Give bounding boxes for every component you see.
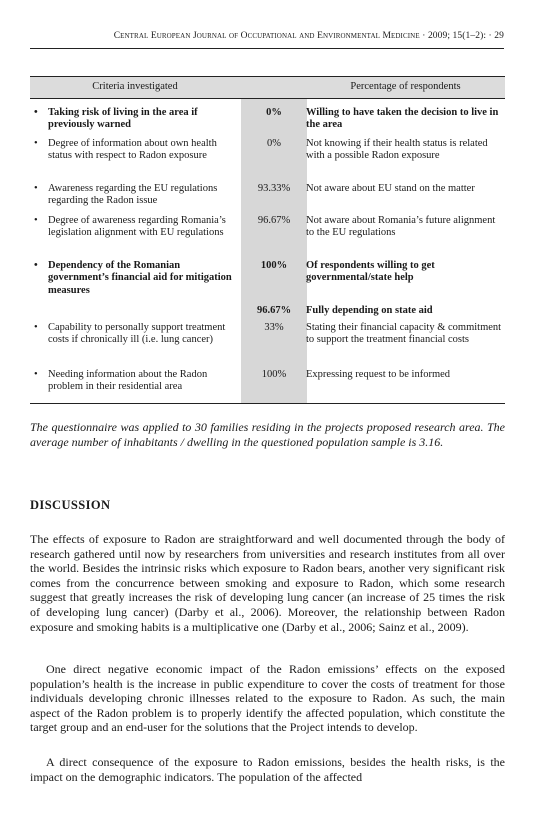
section-heading: DISCUSSION — [30, 498, 111, 512]
running-header — [30, 31, 504, 45]
criteria-cell: • Degree of awareness regarding Romania’s legislation alignment with EU regulations — [34, 215, 226, 239]
response-cell: Willing to have taken the decision to live in the area — [306, 107, 499, 131]
response-cell: Not aware about EU stand on the matter — [306, 183, 475, 194]
value-cell: 0% — [267, 138, 281, 149]
criteria-cell: • Awareness regarding the EU regulations regarding the Radon issue — [34, 183, 218, 207]
value-cell: 0% — [266, 107, 282, 118]
paragraph: One direct negative economic impact of the Radon emissions’ effects on the exposed population’s health is the increase in public expenditure to cover the costs of treatment for those individuals developing chronic illnesses related to the exposure to Radon. As such, the main aspect of the Radon problem is to properly identify the affected population, which constitute the target group and an end-user for the solutions that the Project intends to develop. — [30, 662, 505, 735]
header-criteria: Criteria investigated — [92, 81, 178, 92]
journal-name: Central European Journal of Occupational and Environmental Medicine — [113, 31, 420, 41]
paragraph: A direct consequence of the exposure to Radon emissions, besides the health risks, is the impact on the demographic indicators. The population of the affected — [30, 755, 505, 784]
criteria-cell: • Needing information about the Radon problem in their residential area — [34, 369, 208, 393]
table-body — [30, 99, 505, 404]
value-cell: 100% — [261, 369, 287, 380]
criteria-cell: • Taking risk of living in the area if previously warned — [34, 107, 198, 131]
bullet-icon: • — [34, 215, 38, 226]
value-cell: 93.33% — [257, 183, 291, 194]
survey-table — [30, 76, 505, 404]
response-cell: Fully depending on state aid — [306, 305, 433, 316]
citation: · 2009; 15(1–2): · 29 — [422, 31, 504, 41]
bullet-icon: • — [34, 369, 38, 380]
response-cell: Of respondents willing to get governmental/state help — [306, 260, 435, 284]
bullet-icon: • — [34, 138, 38, 149]
response-cell: Expressing request to be informed — [306, 369, 451, 380]
response-cell: Not knowing if their health status is related with a possible Radon exposure — [306, 138, 488, 162]
criteria-cell: • Degree of information about own health status with respect to Radon exposure — [34, 138, 217, 162]
value-cell: 100% — [260, 260, 288, 271]
bullet-icon: • — [34, 107, 38, 118]
response-cell: Not aware about Romania’s future alignment to the EU regulations — [306, 215, 496, 239]
criteria-cell: • Dependency of the Romanian government’s financial aid for mitigation measures — [34, 260, 232, 296]
value-cell: 33% — [264, 322, 284, 333]
paragraph: The effects of exposure to Radon are straightforward and well documented through the body of research gathered until now by researchers from universities and research institutes from all over the world. Besides the intrinsic risks which exposure to Radon bears, another very significant risk comes from the concurrence between smoking and exposure to Radon, which some research suggest that greatly increases the risk of developing lung cancer (an increase of 25 times the risk of developing lung cancer) (Darby et al., 2006). Moreover, the relationship between Radon exposure and smoking habits is a multiplicative one (Darby et al., 2006; Sainz et al., 2009). — [30, 532, 505, 634]
criteria-cell: • Capability to personally support treatment costs if chronically ill (i.e. lung cancer) — [34, 322, 226, 346]
table-note: The questionnaire was applied to 30 families residing in the projects proposed research area. The average number of inhabitants / dwelling in the questioned population sample is 3.16. — [30, 420, 505, 449]
value-cell: 96.67% — [256, 305, 292, 316]
table-header — [30, 76, 505, 99]
response-cell: Stating their financial capacity & commitment to support the treatment financial costs — [306, 322, 502, 346]
bullet-icon: • — [34, 260, 38, 271]
bullet-icon: • — [34, 322, 38, 333]
header-rule — [30, 48, 504, 49]
bullet-icon: • — [34, 183, 38, 194]
value-cell: 96.67% — [257, 215, 291, 226]
header-percentage: Percentage of respondents — [350, 81, 461, 92]
